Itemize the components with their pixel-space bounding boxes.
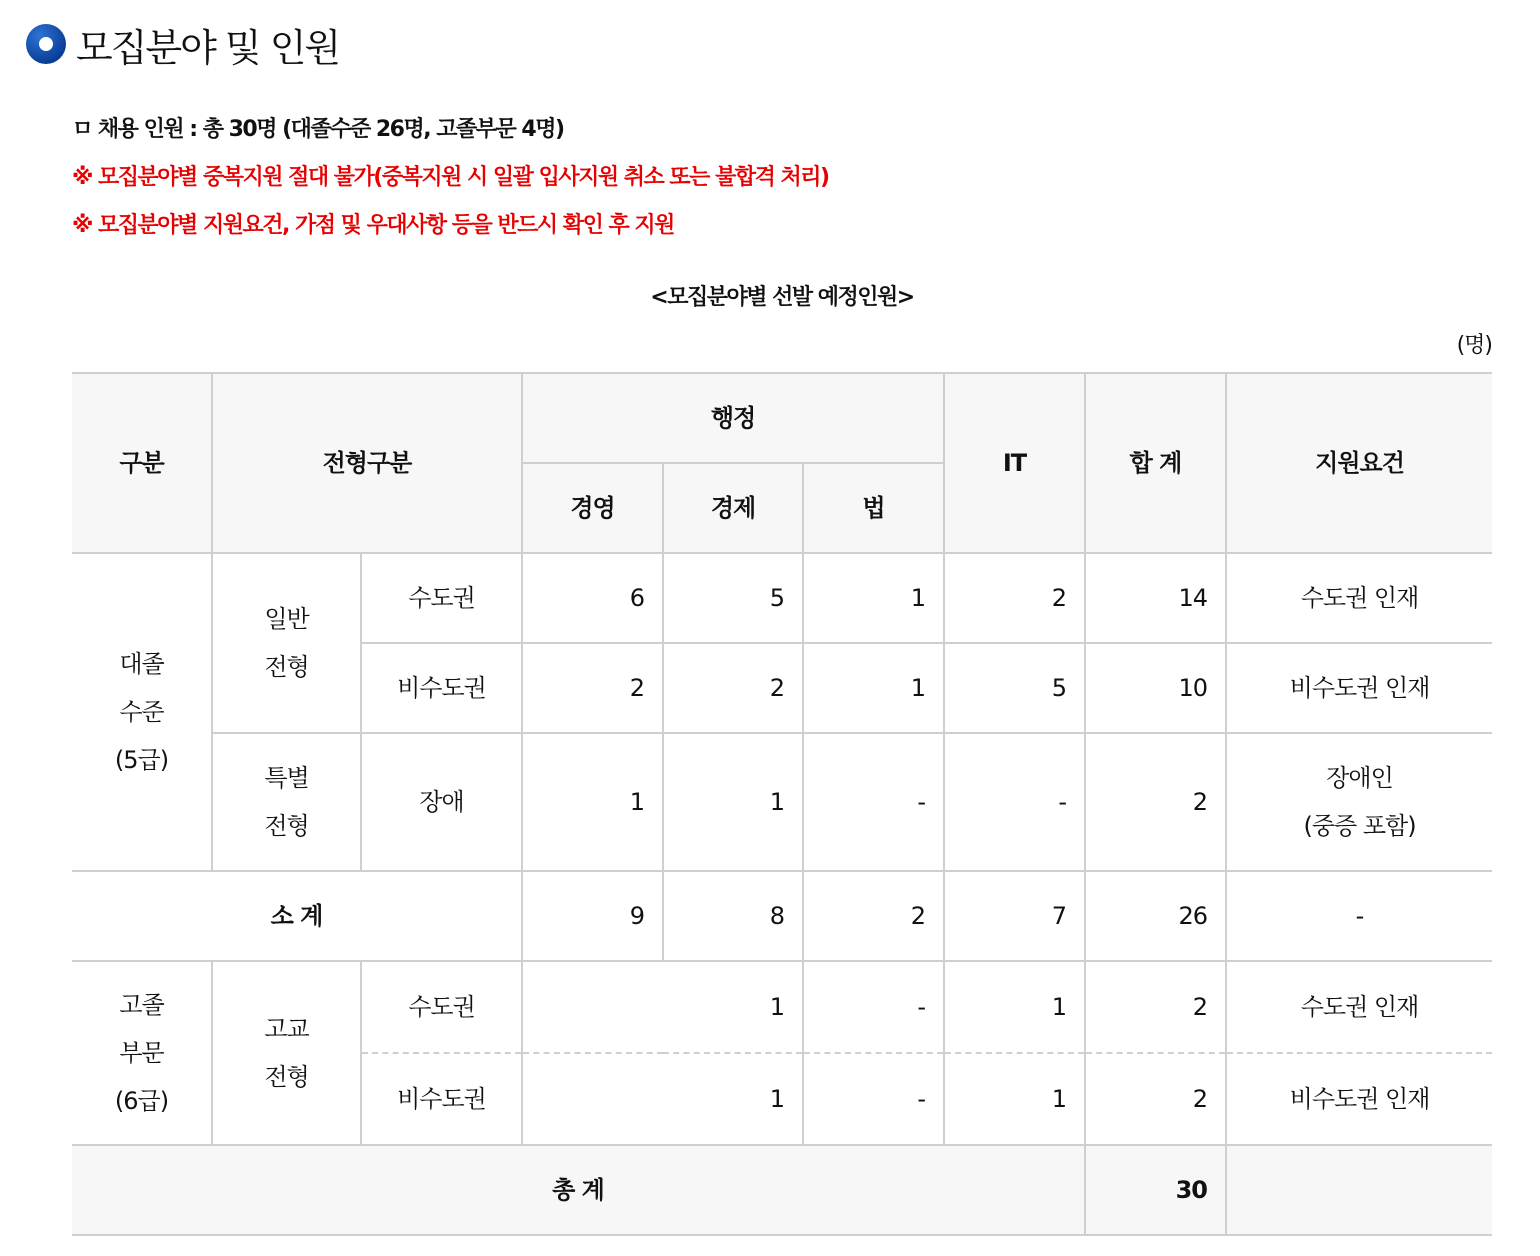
highschool-category-cell: 고졸 부문 (6급) <box>72 961 212 1145</box>
region-cell: 장애 <box>361 733 522 871</box>
grand-total-value: 30 <box>1085 1145 1226 1235</box>
economics-cell: 2 <box>663 643 803 733</box>
note-duplicate-warning: ※ 모집분야별 중복지원 절대 불가(중복지원 시 일괄 입사지원 취소 또는 불합격 처리) <box>72 165 829 190</box>
header-law: 법 <box>803 463 944 553</box>
region-cell: 수도권 <box>361 553 522 643</box>
business-cell: 6 <box>522 553 663 643</box>
it-cell: 5 <box>944 643 1085 733</box>
unit-label: (명) <box>1456 333 1492 358</box>
note-check-requirements: ※ 모집분야별 지원요건, 가점 및 우대사항 등을 반드시 확인 후 지원 <box>72 213 674 238</box>
header-it: IT <box>944 373 1085 553</box>
business-cell: 1 <box>522 733 663 871</box>
recruitment-table <box>72 372 1492 1236</box>
business-cell: 2 <box>522 643 663 733</box>
region-cell: 비수도권 <box>361 643 522 733</box>
law-cell: - <box>803 961 944 1053</box>
header-requirement: 지원요건 <box>1226 373 1492 553</box>
section-title <box>26 16 339 72</box>
page-title: 모집분야 및 인원 <box>76 25 340 70</box>
it-cell: - <box>944 733 1085 871</box>
header-type: 전형구분 <box>212 373 522 553</box>
header-economics: 경제 <box>663 463 803 553</box>
it-cell: 2 <box>944 553 1085 643</box>
notes <box>72 106 829 250</box>
general-type-cell: 일반 전형 <box>212 553 361 733</box>
law-cell: 1 <box>803 553 944 643</box>
law-cell: - <box>803 1053 944 1145</box>
economics-cell: 5 <box>663 553 803 643</box>
table-row <box>72 961 1492 1053</box>
total-cell: 10 <box>1085 643 1226 733</box>
admin-cell: 1 <box>522 961 803 1053</box>
total-cell: 26 <box>1085 871 1226 961</box>
region-cell: 수도권 <box>361 961 522 1053</box>
header-total: 합 계 <box>1085 373 1226 553</box>
requirement-cell: 비수도권 인재 <box>1226 1053 1492 1145</box>
college-category-cell: 대졸 수준 (5급) <box>72 553 212 871</box>
grand-total-row <box>72 1145 1492 1235</box>
total-cell: 2 <box>1085 1053 1226 1145</box>
law-cell: 1 <box>803 643 944 733</box>
header-category: 구분 <box>72 373 212 553</box>
requirement-cell: - <box>1226 871 1492 961</box>
requirement-cell: 비수도권 인재 <box>1226 643 1492 733</box>
it-cell: 1 <box>944 961 1085 1053</box>
requirement-cell: 장애인 (중증 포함) <box>1226 733 1492 871</box>
law-cell: - <box>803 733 944 871</box>
table-row <box>72 553 1492 643</box>
total-cell: 2 <box>1085 961 1226 1053</box>
economics-cell: 1 <box>663 733 803 871</box>
special-type-cell: 특별 전형 <box>212 733 361 871</box>
header-admin: 행정 <box>522 373 944 463</box>
requirement-cell: 수도권 인재 <box>1226 553 1492 643</box>
it-cell: 7 <box>944 871 1085 961</box>
circle-bullet-icon <box>26 24 66 64</box>
table-caption: <모집분야별 선발 예정인원> <box>650 285 914 310</box>
subtotal-row <box>72 871 1492 961</box>
admin-cell: 1 <box>522 1053 803 1145</box>
table-row <box>72 733 1492 871</box>
grand-total-requirement-empty <box>1226 1145 1492 1235</box>
economics-cell: 8 <box>663 871 803 961</box>
region-cell: 비수도권 <box>361 1053 522 1145</box>
business-cell: 9 <box>522 871 663 961</box>
grand-total-label: 총 계 <box>72 1145 1085 1235</box>
it-cell: 1 <box>944 1053 1085 1145</box>
total-cell: 14 <box>1085 553 1226 643</box>
subtotal-label: 소 계 <box>72 871 522 961</box>
note-headcount: ㅁ 채용 인원 : 총 30명 (대졸수준 26명, 고졸부문 4명) <box>72 117 564 142</box>
requirement-cell: 수도권 인재 <box>1226 961 1492 1053</box>
header-business: 경영 <box>522 463 663 553</box>
highschool-type-cell: 고교 전형 <box>212 961 361 1145</box>
total-cell: 2 <box>1085 733 1226 871</box>
law-cell: 2 <box>803 871 944 961</box>
